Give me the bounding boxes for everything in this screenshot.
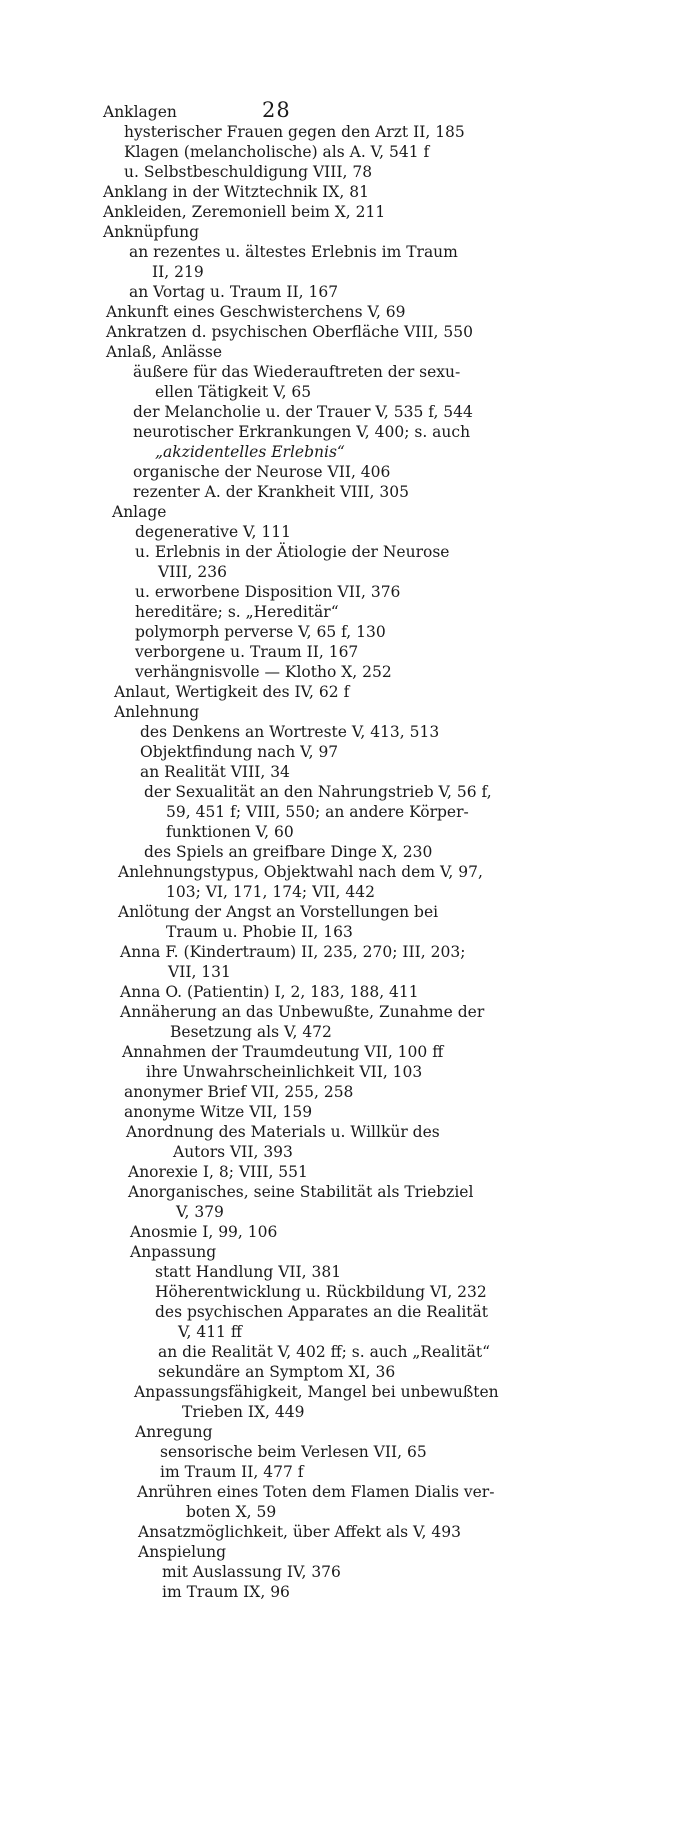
index-line: rezenter A. der Krankheit VIII, 305 xyxy=(133,483,409,501)
index-line: u. erworbene Disposition VII, 376 xyxy=(135,583,401,601)
index-line: Höherentwicklung u. Rückbildung VI, 232 xyxy=(155,1283,487,1301)
index-line: Anlage xyxy=(112,503,167,521)
index-line: VIII, 236 xyxy=(158,563,228,581)
index-line: anonymer Brief VII, 255, 258 xyxy=(124,1083,354,1101)
index-line: degenerative V, 111 xyxy=(135,523,291,541)
index-line: des Denkens an Wortreste V, 413, 513 xyxy=(140,723,440,741)
index-line: u. Erlebnis in der Ätiologie der Neurose xyxy=(135,543,450,561)
index-line: Anlehnungstypus, Objektwahl nach dem V, 97, xyxy=(118,863,483,881)
index-line: im Traum IX, 96 xyxy=(162,1583,290,1601)
index-line: Anorexie I, 8; VIII, 551 xyxy=(128,1163,308,1181)
index-line: äußere für das Wiederauftreten der sexu- xyxy=(133,363,461,381)
index-line: hereditäre; s. „Hereditär“ xyxy=(135,603,339,621)
index-line: verhängnisvolle — Klotho X, 252 xyxy=(135,663,392,681)
index-line: anonyme Witze VII, 159 xyxy=(124,1103,313,1121)
index-line: Anorganisches, seine Stabilität als Triebziel xyxy=(128,1183,474,1201)
index-line: des psychischen Apparates an die Realität xyxy=(155,1303,488,1321)
index-line: statt Handlung VII, 381 xyxy=(155,1263,342,1281)
index-line: Autors VII, 393 xyxy=(173,1143,293,1161)
index-line: Trieben IX, 449 xyxy=(182,1403,305,1421)
index-line: polymorph perverse V, 65 f, 130 xyxy=(135,623,386,641)
index-line: V, 411 ff xyxy=(178,1323,242,1341)
index-line: Ankratzen d. psychischen Oberfläche VIII, 550 xyxy=(106,323,473,341)
index-line: mit Auslassung IV, 376 xyxy=(162,1563,341,1581)
index-line: des Spiels an greifbare Dinge X, 230 xyxy=(144,843,433,861)
index-line: hysterischer Frauen gegen den Arzt II, 185 xyxy=(124,123,465,141)
index-line: verborgene u. Traum II, 167 xyxy=(135,643,359,661)
index-line: „akzidentelles Erlebnis“ xyxy=(155,443,345,461)
index-line: sekundäre an Symptom XI, 36 xyxy=(158,1363,396,1381)
index-line: Traum u. Phobie II, 163 xyxy=(166,923,353,941)
index-line: Anlötung der Angst an Vorstellungen bei xyxy=(118,903,439,921)
index-line: ellen Tätigkeit V, 65 xyxy=(155,383,312,401)
index-line: Ankunft eines Geschwisterchens V, 69 xyxy=(106,303,406,321)
index-line: neurotischer Erkrankungen V, 400; s. auch xyxy=(133,423,471,441)
index-line: Anlaut, Wertigkeit des IV, 62 f xyxy=(114,683,350,701)
index-line: an Vortag u. Traum II, 167 xyxy=(129,283,339,301)
index-line: II, 219 xyxy=(152,263,204,281)
index-line: an rezentes u. ältestes Erlebnis im Traum xyxy=(129,243,458,261)
index-line: Anklagen xyxy=(103,103,177,121)
index-line: Anordnung des Materials u. Willkür des xyxy=(126,1123,440,1141)
index-line: V, 379 xyxy=(176,1203,224,1221)
index-line: Anpassung xyxy=(130,1243,217,1261)
index-line: VII, 131 xyxy=(168,963,231,981)
index-line: Anpassungsfähigkeit, Mangel bei unbewußten xyxy=(134,1383,499,1401)
index-line: Anna O. (Patientin) I, 2, 183, 188, 411 xyxy=(120,983,419,1001)
index-line: Klagen (melancholische) als A. V, 541 f xyxy=(124,143,430,161)
index-line: der Melancholie u. der Trauer V, 535 f, 544 xyxy=(133,403,473,421)
index-line: Anna F. (Kindertraum) II, 235, 270; III, 203; xyxy=(120,943,466,961)
index-line: Anlaß, Anlässe xyxy=(106,343,223,361)
index-line: Annahmen der Traumdeutung VII, 100 ff xyxy=(122,1043,444,1061)
index-line: Anspielung xyxy=(138,1543,227,1561)
index-line: funktionen V, 60 xyxy=(166,823,294,841)
index-line: an Realität VIII, 34 xyxy=(140,763,290,781)
index-line: an die Realität V, 402 ff; s. auch „Realität“ xyxy=(158,1343,491,1361)
index-line: 103; VI, 171, 174; VII, 442 xyxy=(166,883,375,901)
index-line: Anosmie I, 99, 106 xyxy=(130,1223,278,1241)
index-line: Anregung xyxy=(135,1423,213,1441)
index-line: Besetzung als V, 472 xyxy=(170,1023,332,1041)
index-line: Objektfindung nach V, 97 xyxy=(140,743,339,761)
index-line: Ankleiden, Zeremoniell beim X, 211 xyxy=(103,203,386,221)
index-line: sensorische beim Verlesen VII, 65 xyxy=(160,1443,427,1461)
page-number: 28 xyxy=(262,98,291,122)
index-line: Anknüpfung xyxy=(103,223,200,241)
index-line: ihre Unwahrscheinlichkeit VII, 103 xyxy=(146,1063,423,1081)
index-line: Anklang in der Witztechnik IX, 81 xyxy=(103,183,369,201)
index-line: im Traum II, 477 f xyxy=(160,1463,304,1481)
index-line: Anlehnung xyxy=(114,703,200,721)
index-line: Ansatzmöglichkeit, über Affekt als V, 493 xyxy=(138,1523,461,1541)
index-line: Anrühren eines Toten dem Flamen Dialis ver- xyxy=(137,1483,495,1501)
index-line: Annäherung an das Unbewußte, Zunahme der xyxy=(120,1003,485,1021)
index-line: der Sexualität an den Nahrungstrieb V, 56 f, xyxy=(144,783,492,801)
index-line: 59, 451 f; VIII, 550; an andere Körper- xyxy=(166,803,469,821)
index-line: boten X, 59 xyxy=(186,1503,277,1521)
index-line: u. Selbstbeschuldigung VIII, 78 xyxy=(124,163,373,181)
index-line: organische der Neurose VII, 406 xyxy=(133,463,391,481)
